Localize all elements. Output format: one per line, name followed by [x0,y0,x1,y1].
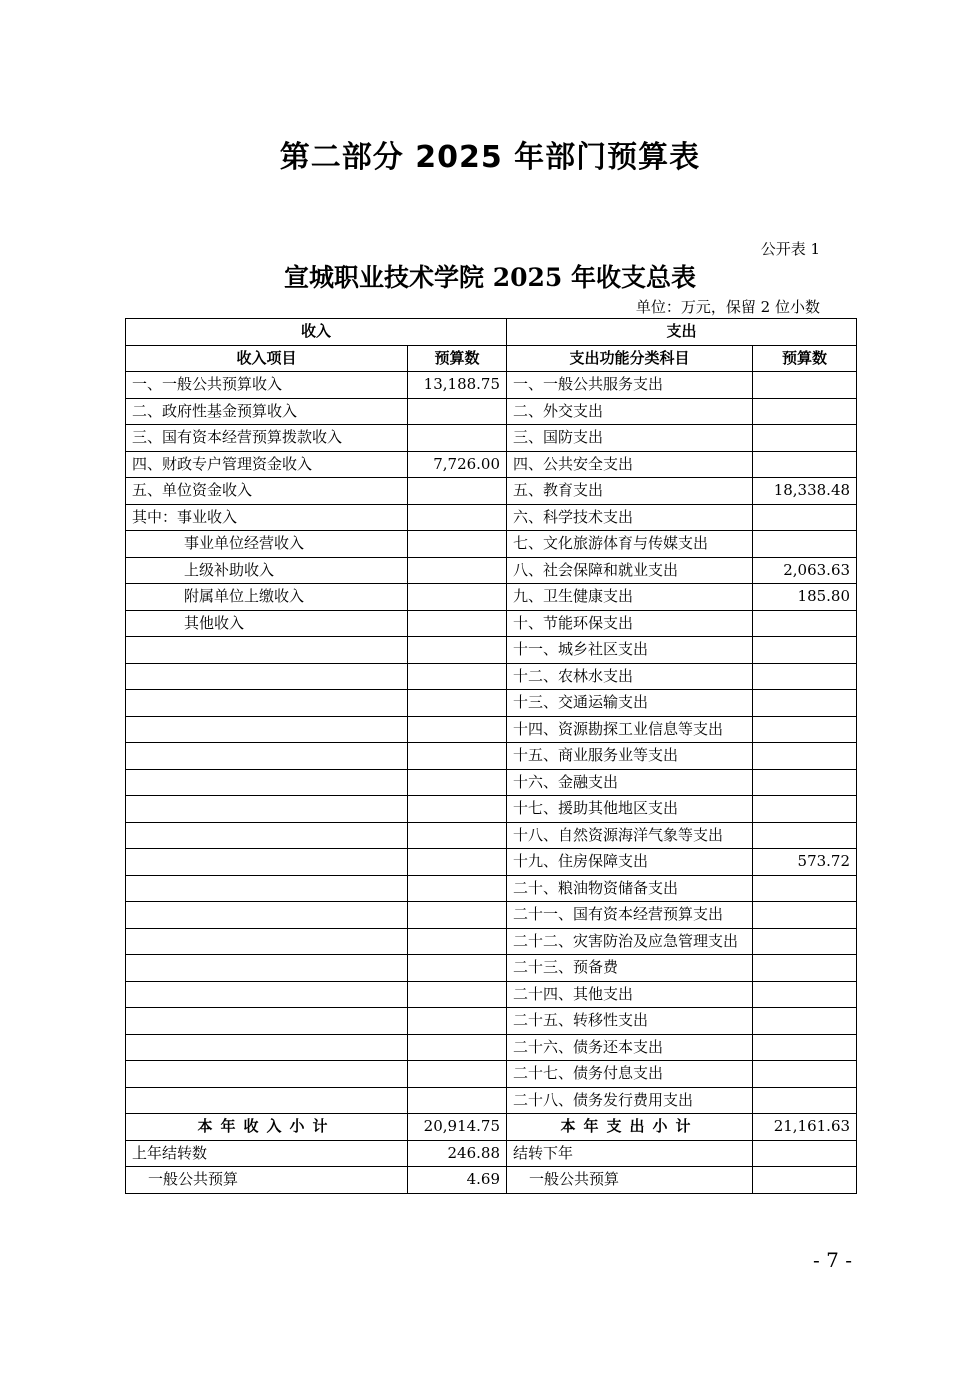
income-item-cell: 二、政府性基金预算收入 [126,398,408,425]
table-row [126,955,857,982]
income-amount-cell [408,1034,507,1061]
income-item-cell: 其他收入 [126,610,408,637]
income-item-cell [126,822,408,849]
income-amount-cell [408,504,507,531]
expense-item-cell: 二十八、债务发行费用支出 [507,1087,753,1114]
table-row [126,372,857,399]
expense-amount-cell: 18,338.48 [753,478,857,505]
expense-amount-cell: 2,063.63 [753,557,857,584]
expense-subtotal-amount: 21,161.63 [753,1114,857,1141]
income-item-cell [126,796,408,823]
carry-expense-amount [753,1167,857,1194]
expense-item-cell: 十二、农林水支出 [507,663,753,690]
income-item-cell [126,1034,408,1061]
income-item-cell [126,849,408,876]
expense-item-cell: 二十、粮油物资储备支出 [507,875,753,902]
table-row [126,981,857,1008]
income-amount-cell [408,610,507,637]
income-amount-cell [408,584,507,611]
header-row-columns [126,345,857,372]
header-income-item: 收入项目 [126,345,408,372]
expense-item-cell: 十六、金融支出 [507,769,753,796]
expense-item-cell: 十五、商业服务业等支出 [507,743,753,770]
table-row [126,743,857,770]
income-amount-cell [408,769,507,796]
table-row [126,663,857,690]
carry-expense-amount [753,1140,857,1167]
expense-item-cell: 七、文化旅游体育与传媒支出 [507,531,753,558]
table-row [126,928,857,955]
income-amount-cell [408,716,507,743]
expense-amount-cell [753,663,857,690]
income-amount-cell [408,902,507,929]
expense-item-cell: 二十五、转移性支出 [507,1008,753,1035]
carry-income-item: 一般公共预算 [126,1167,408,1194]
income-item-cell [126,955,408,982]
expense-item-cell: 一、一般公共服务支出 [507,372,753,399]
table-row [126,610,857,637]
income-item-cell: 五、单位资金收入 [126,478,408,505]
table-row [126,822,857,849]
income-subtotal-label: 本年收入小计 [126,1114,408,1141]
expense-item-cell: 十八、自然资源海洋气象等支出 [507,822,753,849]
header-income: 收入 [126,319,507,346]
table-row [126,769,857,796]
income-item-cell [126,928,408,955]
header-expense-item: 支出功能分类科目 [507,345,753,372]
expense-item-cell: 十四、资源勘探工业信息等支出 [507,716,753,743]
income-amount-cell [408,557,507,584]
expense-amount-cell [753,531,857,558]
expense-subtotal-label: 本年支出小计 [507,1114,753,1141]
carry-income-amount: 246.88 [408,1140,507,1167]
income-amount-cell [408,928,507,955]
expense-item-cell: 二十一、国有资本经营预算支出 [507,902,753,929]
expense-amount-cell [753,372,857,399]
expense-item-cell: 二、外交支出 [507,398,753,425]
income-item-cell [126,981,408,1008]
expense-amount-cell [753,769,857,796]
header-row-groups [126,319,857,346]
expense-amount-cell [753,637,857,664]
income-item-cell [126,902,408,929]
budget-table [125,318,857,1194]
income-amount-cell [408,1008,507,1035]
carry-row [126,1167,857,1194]
income-amount-cell [408,743,507,770]
expense-item-cell: 四、公共安全支出 [507,451,753,478]
income-amount-cell [408,849,507,876]
income-amount-cell [408,796,507,823]
expense-amount-cell [753,716,857,743]
carry-row [126,1140,857,1167]
expense-amount-cell: 573.72 [753,849,857,876]
income-amount-cell [408,690,507,717]
expense-item-cell: 九、卫生健康支出 [507,584,753,611]
part-title: 第二部分 2025 年部门预算表 [279,140,701,175]
carry-income-amount: 4.69 [408,1167,507,1194]
expense-amount-cell [753,504,857,531]
expense-amount-cell [753,1008,857,1035]
income-amount-cell [408,478,507,505]
income-item-cell: 四、财政专户管理资金收入 [126,451,408,478]
income-item-cell: 其中：事业收入 [126,504,408,531]
income-item-cell [126,1061,408,1088]
income-item-cell [126,743,408,770]
expense-item-cell: 二十四、其他支出 [507,981,753,1008]
income-amount-cell [408,875,507,902]
expense-amount-cell [753,1034,857,1061]
expense-item-cell: 十三、交通运输支出 [507,690,753,717]
carry-expense-item: 一般公共预算 [507,1167,753,1194]
table-row [126,584,857,611]
income-item-cell [126,637,408,664]
expense-item-cell: 二十二、灾害防治及应急管理支出 [507,928,753,955]
expense-amount-cell [753,690,857,717]
header-expense: 支出 [507,319,857,346]
income-amount-cell: 7,726.00 [408,451,507,478]
table-row [126,690,857,717]
expense-amount-cell [753,875,857,902]
table-row [126,504,857,531]
subtotal-row [126,1114,857,1141]
income-amount-cell [408,663,507,690]
carry-expense-item: 结转下年 [507,1140,753,1167]
expense-amount-cell [753,981,857,1008]
table-row [126,716,857,743]
header-income-amount: 预算数 [408,345,507,372]
table-row [126,451,857,478]
table-row [126,1034,857,1061]
expense-amount-cell [753,451,857,478]
income-item-cell: 三、国有资本经营预算拨款收入 [126,425,408,452]
income-amount-cell [408,637,507,664]
table-row [126,875,857,902]
carry-income-item: 上年结转数 [126,1140,408,1167]
expense-item-cell: 十九、住房保障支出 [507,849,753,876]
table-row [126,1061,857,1088]
table-row [126,902,857,929]
table-row [126,1087,857,1114]
expense-amount-cell [753,1087,857,1114]
income-item-cell: 一、一般公共预算收入 [126,372,408,399]
page-number: - 7 - [813,1248,852,1272]
income-item-cell: 上级补助收入 [126,557,408,584]
unit-note: 单位：万元，保留 2 位小数 [635,298,820,316]
income-amount-cell: 13,188.75 [408,372,507,399]
table-row [126,1008,857,1035]
table-row [126,478,857,505]
income-item-cell: 附属单位上缴收入 [126,584,408,611]
expense-item-cell: 十七、援助其他地区支出 [507,796,753,823]
header-expense-amount: 预算数 [753,345,857,372]
income-item-cell [126,716,408,743]
expense-item-cell: 三、国防支出 [507,425,753,452]
income-amount-cell [408,531,507,558]
income-item-cell [126,875,408,902]
income-item-cell [126,1008,408,1035]
table-row [126,531,857,558]
expense-amount-cell [753,902,857,929]
income-subtotal-amount: 20,914.75 [408,1114,507,1141]
income-amount-cell [408,955,507,982]
expense-item-cell: 十、节能环保支出 [507,610,753,637]
income-item-cell [126,663,408,690]
table-row [126,398,857,425]
expense-amount-cell [753,822,857,849]
expense-amount-cell [753,743,857,770]
income-amount-cell [408,822,507,849]
expense-item-cell: 二十三、预备费 [507,955,753,982]
income-amount-cell [408,1061,507,1088]
expense-item-cell: 五、教育支出 [507,478,753,505]
income-amount-cell [408,398,507,425]
income-amount-cell [408,1087,507,1114]
expense-amount-cell [753,955,857,982]
expense-amount-cell [753,796,857,823]
expense-item-cell: 六、科学技术支出 [507,504,753,531]
table-row [126,796,857,823]
expense-amount-cell [753,1061,857,1088]
expense-amount-cell [753,928,857,955]
table-row [126,557,857,584]
expense-amount-cell [753,398,857,425]
expense-amount-cell [753,425,857,452]
table-row [126,637,857,664]
expense-amount-cell: 185.80 [753,584,857,611]
expense-item-cell: 十一、城乡社区支出 [507,637,753,664]
expense-item-cell: 二十七、债务付息支出 [507,1061,753,1088]
income-amount-cell [408,425,507,452]
income-item-cell [126,769,408,796]
expense-item-cell: 八、社会保障和就业支出 [507,557,753,584]
table-number: 公开表 1 [760,240,820,258]
income-item-cell [126,690,408,717]
table-row [126,849,857,876]
income-amount-cell [408,981,507,1008]
income-item-cell [126,1087,408,1114]
income-item-cell: 事业单位经营收入 [126,531,408,558]
table-title: 宣城职业技术学院 2025 年收支总表 [284,263,696,292]
expense-amount-cell [753,610,857,637]
expense-item-cell: 二十六、债务还本支出 [507,1034,753,1061]
table-row [126,425,857,452]
